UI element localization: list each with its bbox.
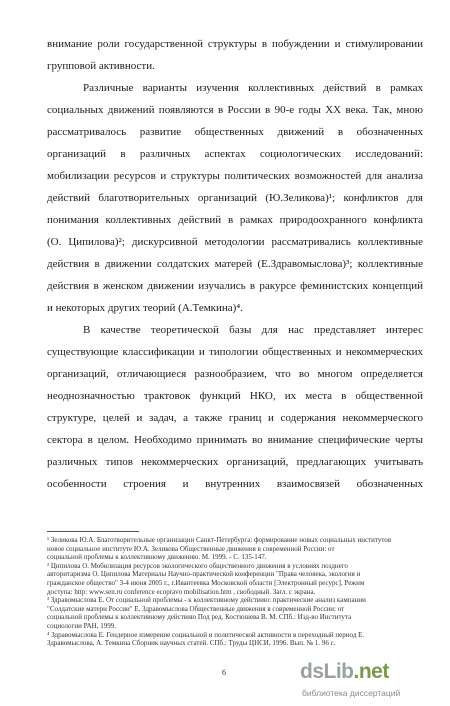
footnote-line: гражданское общество" 3-4 июня 2005 г., г.Ивантеевка Московской области [Электронный ресурс]. Режим <box>47 578 365 587</box>
text-line: организаций в различных аспектах социологических исследований: <box>47 148 423 160</box>
text-line: действия в женском движении изучались в ракурсе феминистских концепций <box>47 280 423 292</box>
footnote-line: доступа: http: www.sen.ru conference ecopravo mobilisation.htm , свободный. Загл. с экрана. <box>47 587 316 596</box>
text-line: групповой активности. <box>47 60 155 72</box>
text-line: различных типов некоммерческих организаций, предлагающих учитывать <box>47 456 423 468</box>
footnote-line: ² Ципилова О. Мобилизация ресурсов экологического общественного движения в условиях позднего <box>47 561 348 570</box>
footnote-line: авторитаризма О. Ципилова Материалы Научно-практической конференции "Права человека, экология и <box>47 570 361 579</box>
watermark-logo-suffix: .net <box>353 660 389 683</box>
text-line: особенности строения и внутренних взаимосвязей обозначенных <box>47 478 423 490</box>
text-line: структуре, целей и задач, а также границ и содержания некоммерческого <box>47 412 423 424</box>
footnote-line: ¹ Зеликова Ю.А. Благотворительные организации Санкт-Петербурга: формирование новых социальных институтов <box>47 536 392 544</box>
text-line: внимание роли государственной структуры в побуждении и стимулировании <box>47 38 423 50</box>
paragraph-collective-actions <box>47 77 423 319</box>
text-line: Различные варианты изучения коллективных действий в рамках <box>83 82 423 94</box>
watermark-subtitle: библиотека диссертаций <box>302 688 401 698</box>
text-line: неоднозначностью трактовок функций НКО, их места в общественной <box>47 390 423 402</box>
footnote-line: социальной проблемы к коллективному действию Под ред. Костюшева В. М. СПб.: Изд-во Института <box>47 613 352 622</box>
text-line: организаций, отличающиеся разнообразием, что во многом определяется <box>47 368 423 380</box>
footnote-line: "Солдатские матери России" Е. Здравомыслова Общественные движения в современной России: от <box>47 604 345 613</box>
footnote-line: новое социальное институте Ю.А. Зеликова Общественные движения в современной России: от <box>47 544 335 553</box>
text-line: рассматривалось развитие общественных движений в обозначенных <box>47 126 423 138</box>
text-line: (О. Ципилова)²; дискурсивной методологии рассматривались коллективные <box>47 236 423 248</box>
watermark-logo-main: dsLib <box>300 660 354 683</box>
text-line: сектора в целом. Необходимо принимать во внимание специфические черты <box>47 434 423 446</box>
footnote-line: социальной проблемы к коллективному движению. М. 1999. - С. 135-147. <box>47 553 267 562</box>
text-line: действия в движении солдатских матерей (Е.Здравомыслова)³; коллективные <box>47 258 423 270</box>
paragraph-theoretical-base <box>47 319 423 495</box>
text-line: понимания коллективных действий в рамках природоохранного конфликта <box>47 214 423 226</box>
text-line: мобилизации ресурсов и структуры политических возможностей для анализа <box>47 170 423 182</box>
watermark <box>300 654 450 706</box>
paragraph-intro <box>47 33 423 77</box>
footnote-line: Здравомыслова, А. Темкина Сборник научных статей. СПб.: Труды ЦНСИ, 1996. Вып. № 1. 96 с. <box>47 639 336 648</box>
footnote-line: ⁴ Здравомыслова Е. Гендерное измерение социальной и политической активности в переходный период Е. <box>47 630 365 639</box>
footnote-separator <box>47 531 139 532</box>
footnote-line: ³ Здравомыслова Е. От социальной проблемы - к коллективному действию: практические анализ кампании <box>47 596 366 605</box>
footnotes <box>47 536 423 648</box>
text-line: В качестве теоретической базы для нас представляет интерес <box>83 324 423 336</box>
text-line: действий благотворительных организаций (Ю.Зеликова)¹; конфликтов для <box>47 192 423 204</box>
page-number: 6 <box>222 668 226 677</box>
text-line: и некоторых других теорий (А.Темкина)⁴. <box>47 302 243 314</box>
text-line: существующие классификации и типологии общественных и некоммерческих <box>47 346 423 358</box>
footnote-line: социологии РАН, 1999. <box>47 621 116 630</box>
watermark-logo <box>300 660 389 684</box>
text-line: социальных движений появляются в России в 90-е годы XX века. Так, мною <box>47 104 423 116</box>
